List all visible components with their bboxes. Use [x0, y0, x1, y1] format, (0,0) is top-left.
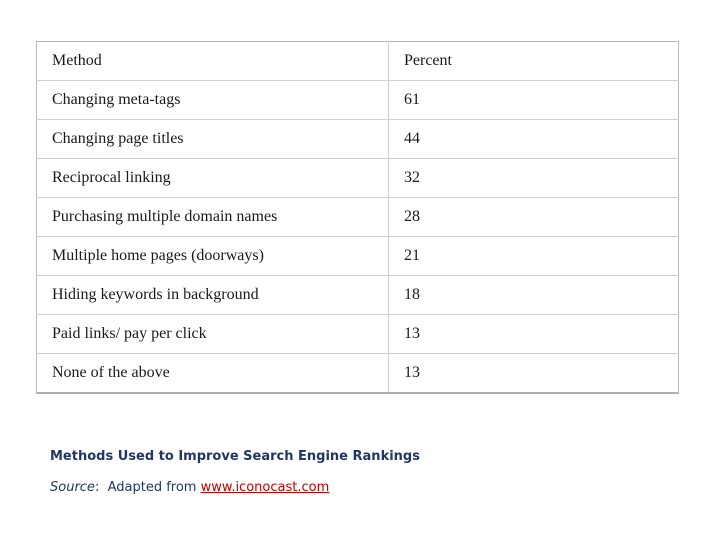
methods-table-container	[36, 41, 678, 394]
source-text: Adapted from	[107, 480, 197, 495]
table-caption: Methods Used to Improve Search Engine Rankings	[50, 449, 420, 464]
percent-cell: 13	[389, 315, 679, 354]
method-cell: Purchasing multiple domain names	[37, 198, 389, 237]
source-link[interactable]: www.iconocast.com	[200, 480, 330, 495]
method-cell: None of the above	[37, 354, 389, 394]
source-colon: :	[94, 480, 100, 495]
method-cell: Multiple home pages (doorways)	[37, 237, 389, 276]
table-row	[37, 81, 679, 120]
table-row	[37, 354, 679, 394]
table-row	[37, 276, 679, 315]
method-cell: Reciprocal linking	[37, 159, 389, 198]
percent-cell: 18	[389, 276, 679, 315]
methods-table	[36, 41, 679, 394]
source-line	[50, 480, 329, 495]
percent-cell: 28	[389, 198, 679, 237]
method-cell: Changing page titles	[37, 120, 389, 159]
percent-cell: 21	[389, 237, 679, 276]
table-row	[37, 198, 679, 237]
percent-cell: 13	[389, 354, 679, 394]
percent-cell: 61	[389, 81, 679, 120]
method-cell: Paid links/ pay per click	[37, 315, 389, 354]
percent-cell: 44	[389, 120, 679, 159]
table-row	[37, 159, 679, 198]
header-method: Method	[37, 42, 389, 81]
table-header-row	[37, 42, 679, 81]
percent-cell: 32	[389, 159, 679, 198]
method-cell: Changing meta-tags	[37, 81, 389, 120]
source-label: Source	[50, 480, 95, 495]
table-row	[37, 315, 679, 354]
table-row	[37, 120, 679, 159]
header-percent: Percent	[389, 42, 679, 81]
method-cell: Hiding keywords in background	[37, 276, 389, 315]
table-row	[37, 237, 679, 276]
